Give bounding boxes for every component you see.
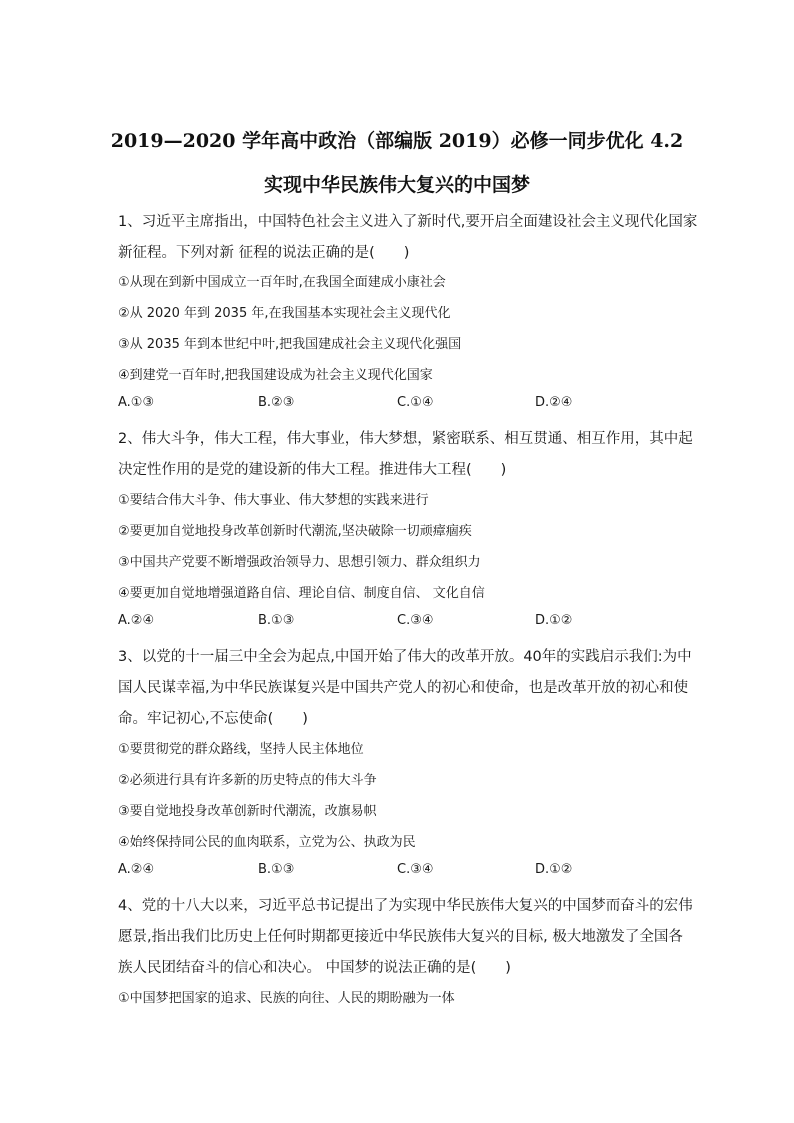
question-1-option-1: ①从现在到新中国成立一百年时,在我国全面建成小康社会 xyxy=(118,275,446,290)
question-3-choice-a: A.②④ xyxy=(118,862,155,877)
question-3-stem-line-1: 3、以党的十一届三中全会为起点,中国开始了伟大的改革开放。40年的实践启示我们:为中 xyxy=(118,649,692,665)
document-title-line-1: 2019—2020 学年高中政治（部编版 2019）必修一同步优化 4.2 xyxy=(110,130,684,152)
question-1-choice-d: D.②④ xyxy=(535,395,573,410)
question-2-choice-b: B.①③ xyxy=(258,613,295,628)
question-1-option-4: ④到建党一百年时,把我国建设成为社会主义现代化国家 xyxy=(118,368,433,383)
question-1-choice-b: B.②③ xyxy=(258,395,295,410)
question-2-choice-d: D.①② xyxy=(535,613,573,628)
question-4-stem-line-2: 愿景,指出我们比历史上任何时期都更接近中华民族伟大复兴的目标, 极大地激发了全国各 xyxy=(118,929,683,945)
question-3-stem-line-3: 命。牢记初心,不忘使命( ) xyxy=(118,711,308,727)
question-1-option-2: ②从 2020 年到 2035 年,在我国基本实现社会主义现代化 xyxy=(118,306,451,321)
question-3-option-3: ③要自觉地投身改革创新时代潮流，改旗易帜 xyxy=(118,804,377,819)
question-3-choice-c: C.③④ xyxy=(397,862,434,877)
question-2-option-1: ①要结合伟大斗争、伟大事业、伟大梦想的实践来进行 xyxy=(118,493,429,508)
question-3-choice-d: D.①② xyxy=(535,862,573,877)
question-1-choice-c: C.①④ xyxy=(397,395,434,410)
question-1-stem-line-1: 1、习近平主席指出，中国特色社会主义进入了新时代,要开启全面建设社会主义现代化国家 xyxy=(118,214,698,230)
question-1-choices xyxy=(118,395,718,415)
document-title-line-2: 实现中华民族伟大复兴的中国梦 xyxy=(263,174,530,196)
question-1-choice-a: A.①③ xyxy=(118,395,155,410)
question-2-choices xyxy=(118,613,718,633)
question-1-stem-line-2: 新征程。下列对新 征程的说法正确的是( ) xyxy=(118,245,410,261)
question-3-option-4: ④始终保持同公民的血肉联系，立党为公、执政为民 xyxy=(118,835,416,850)
question-3-option-2: ②必须进行具有许多新的历史特点的伟大斗争 xyxy=(118,773,377,788)
question-2-option-2: ②要更加自觉地投身改革创新时代潮流,坚决破除一切顽瘴痼疾 xyxy=(118,524,472,539)
question-2-option-4: ④要更加自觉地增强道路自信、理论自信、制度自信、 文化自信 xyxy=(118,586,485,601)
question-4-stem-line-3: 族人民团结奋斗的信心和决心。 中国梦的说法正确的是( ) xyxy=(118,960,511,976)
question-4-option-1: ①中国梦把国家的追求、民族的向往、人民的期盼融为一体 xyxy=(118,991,455,1006)
question-2-choice-a: A.②④ xyxy=(118,613,155,628)
question-3-option-1: ①要贯彻党的群众路线，坚持人民主体地位 xyxy=(118,742,364,757)
question-3-choice-b: B.①③ xyxy=(258,862,295,877)
question-2-stem-line-1: 2、伟大斗争，伟大工程，伟大事业，伟大梦想，紧密联系、相互贯通、相互作用，其中起 xyxy=(118,431,693,447)
question-3-stem-line-2: 国人民谋幸福,为中华民族谋复兴是中国共产党人的初心和使命，也是改革开放的初心和使 xyxy=(118,680,689,696)
question-2-option-3: ③中国共产党要不断增强政治领导力、思想引领力、群众组织力 xyxy=(118,555,481,570)
question-2-choice-c: C.③④ xyxy=(397,613,434,628)
question-2-stem-line-2: 决定性作用的是党的建设新的伟大工程。推进伟大工程( ) xyxy=(118,462,507,478)
question-4-stem-line-1: 4、党的十八大以来，习近平总书记提出了为实现中华民族伟大复兴的中国梦而奋斗的宏伟 xyxy=(118,898,693,914)
question-1-option-3: ③从 2035 年到本世纪中叶,把我国建成社会主义现代化强国 xyxy=(118,337,462,352)
question-3-choices xyxy=(118,862,718,882)
